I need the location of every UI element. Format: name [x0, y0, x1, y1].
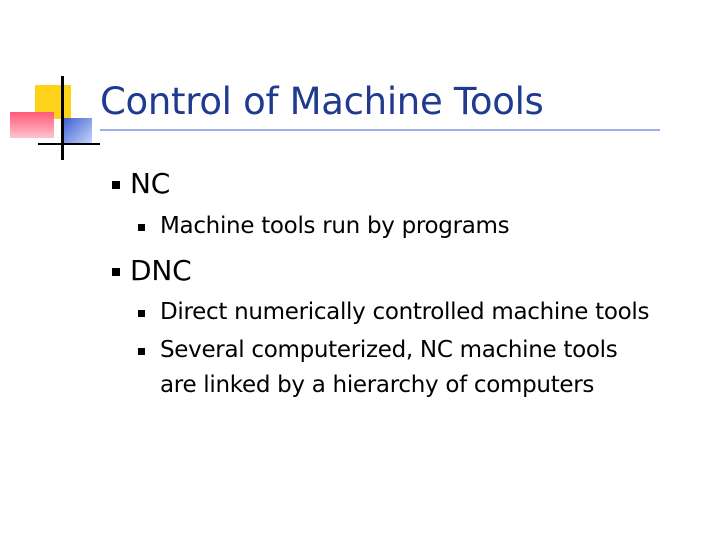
logo-horizontal-line — [38, 143, 100, 145]
sub-bullet-square-icon — [138, 310, 145, 317]
decorative-logo — [0, 0, 110, 170]
bullet-square-icon — [112, 268, 120, 276]
bullet-square-icon — [112, 181, 120, 189]
sub-bullet-nc-1: Machine tools run by programs — [160, 213, 510, 239]
logo-pink-square — [10, 112, 54, 138]
bullet-nc: NC — [130, 167, 171, 200]
sub-bullet-dnc-2: Several computerized, NC machine tools — [160, 337, 618, 363]
sub-bullet-square-icon — [138, 224, 145, 231]
slide-title: Control of Machine Tools — [100, 80, 544, 123]
logo-blue-square — [64, 118, 92, 144]
sub-bullet-square-icon — [138, 348, 145, 355]
sub-bullet-dnc-1: Direct numerically controlled machine tools — [160, 299, 650, 325]
sub-bullet-dnc-2-continued: are linked by a hierarchy of computers — [160, 372, 595, 398]
title-underline — [100, 129, 660, 131]
logo-vertical-line — [61, 76, 64, 160]
bullet-dnc: DNC — [130, 254, 192, 287]
